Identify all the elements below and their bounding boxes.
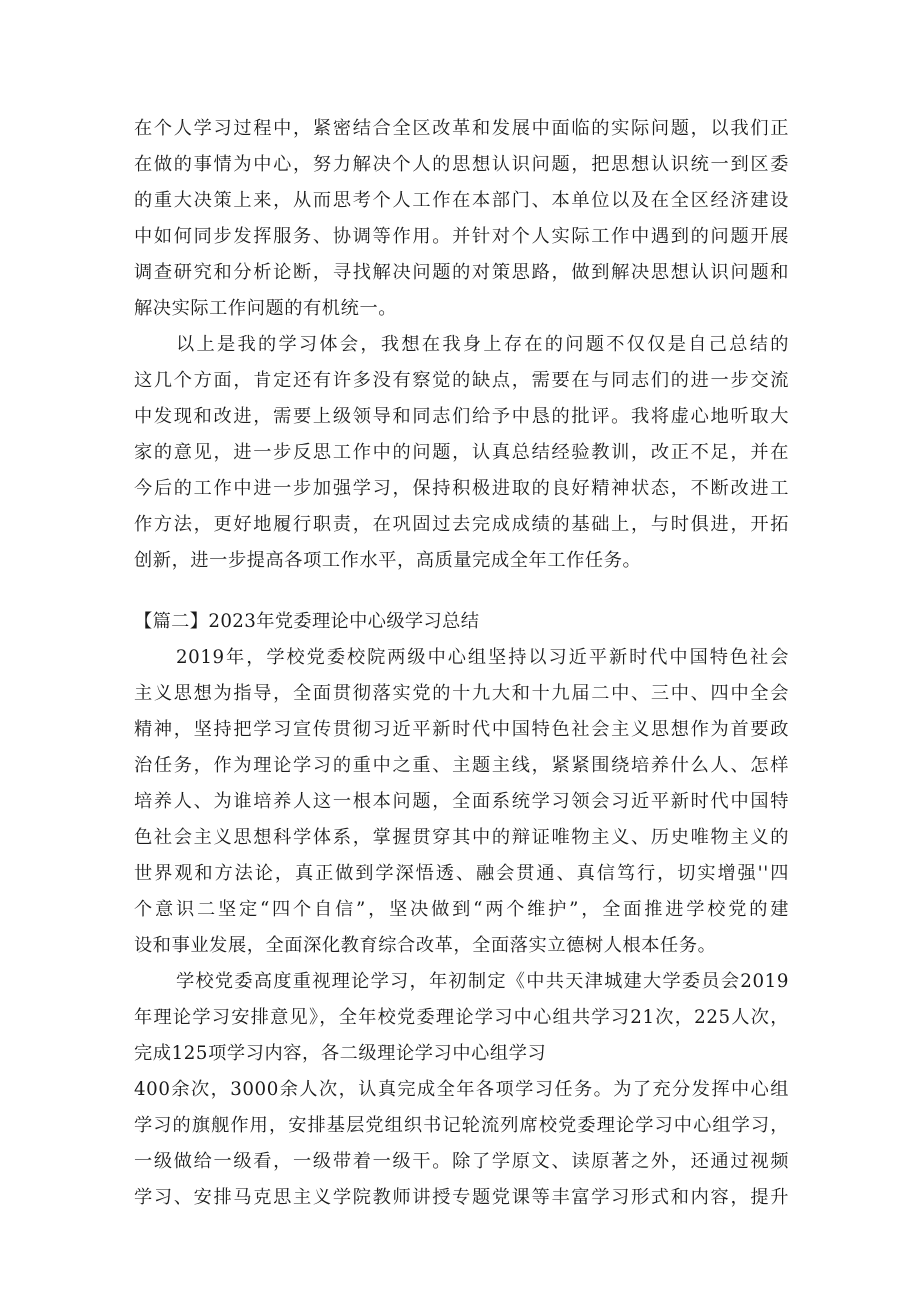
text-line: 培养人、为谁培养人这一根本问题，全面系统学习领会习近平新时代中国特 (134, 791, 789, 812)
text-line: 这几个方面，肯定还有许多没有察觉的缺点，需要在与同志们的进一步交流 (134, 370, 789, 391)
text-line: 以上是我的学习体会，我想在我身上存在的问题不仅仅是自己总结的 (176, 334, 789, 355)
section-heading: 【篇二】2023年党委理论中心级学习总结 (134, 611, 480, 632)
text-line: 精神，坚持把学习宣传贯彻习近平新时代中国特色社会主义思想作为首要政 (134, 719, 789, 740)
text-line: 中发现和改进，需要上级领导和同志们给予中恳的批评。我将虚心地听取大 (134, 406, 789, 427)
text-line: 色社会主义思想科学体系，掌握贯穿其中的辩证唯物主义、历史唯物主义的 (134, 827, 789, 848)
text-line: 世界观和方法论，真正做到学深悟透、融会贯通、真信笃行，切实增强''四 (134, 863, 789, 884)
text-line: 年理论学习安排意见》，全年校党委理论学习中心组共学习21次，225人次， (134, 1007, 789, 1028)
text-line: 解决实际工作问题的有机统一。 (134, 298, 398, 319)
text-line: 学习、安排马克思主义学院教师讲授专题党课等丰富学习形式和内容，提升 (134, 1187, 789, 1208)
text-line: 今后的工作中进一步加强学习，保持积极进取的良好精神状态，不断改进工 (134, 478, 789, 499)
text-line: 学校党委高度重视理论学习，年初制定《中共天津城建大学委员会2019 (176, 971, 789, 992)
text-line: 在做的事情为中心，努力解决个人的思想认识问题，把思想认识统一到区委 (134, 154, 789, 175)
text-line: 完成125项学习内容，各二级理论学习中心组学习 (134, 1043, 547, 1064)
text-line: 400余次，3000余人次，认真完成全年各项学习任务。为了充分发挥中心组 (134, 1079, 789, 1100)
text-line: 的重大决策上来，从而思考个人工作在本部门、本单位以及在全区经济建设 (134, 190, 789, 211)
text-line: 中如何同步发挥服务、协调等作用。并针对个人实际工作中遇到的问题开展 (134, 226, 789, 247)
text-line: 设和事业发展，全面深化教育综合改革，全面落实立德树人根本任务。 (134, 935, 717, 956)
text-line: 在个人学习过程中，紧密结合全区改革和发展中面临的实际问题，以我们正 (134, 118, 789, 139)
text-line: 治任务，作为理论学习的重中之重、主题主线，紧紧围绕培养什么人、怎样 (134, 755, 789, 776)
text-line: 调查研究和分析论断，寻找解决问题的对策思路，做到解决思想认识问题和 (134, 262, 789, 283)
text-line: 作方法，更好地履行职责，在巩固过去完成成绩的基础上，与时俱进，开拓 (134, 514, 789, 535)
text-line: 主义思想为指导，全面贯彻落实党的十九大和十九届二中、三中、四中全会 (134, 683, 789, 704)
text-line: 家的意见，进一步反思工作中的问题，认真总结经验教训，改正不足，并在 (134, 442, 789, 463)
text-line: 学习的旗舰作用，安排基层党组织书记轮流列席校党委理论学习中心组学习， (134, 1115, 789, 1136)
text-line: 一级做给一级看，一级带着一级干。除了学原文、读原著之外，还通过视频 (134, 1151, 789, 1172)
text-line: 创新，进一步提高各项工作水平，高质量完成全年工作任务。 (134, 550, 642, 571)
text-line: 个意识二坚定“四个自信”，坚决做到“两个维护”，全面推进学校党的建 (134, 899, 789, 920)
text-line: 2019年，学校党委校院两级中心组坚持以习近平新时代中国特色社会 (176, 647, 789, 668)
